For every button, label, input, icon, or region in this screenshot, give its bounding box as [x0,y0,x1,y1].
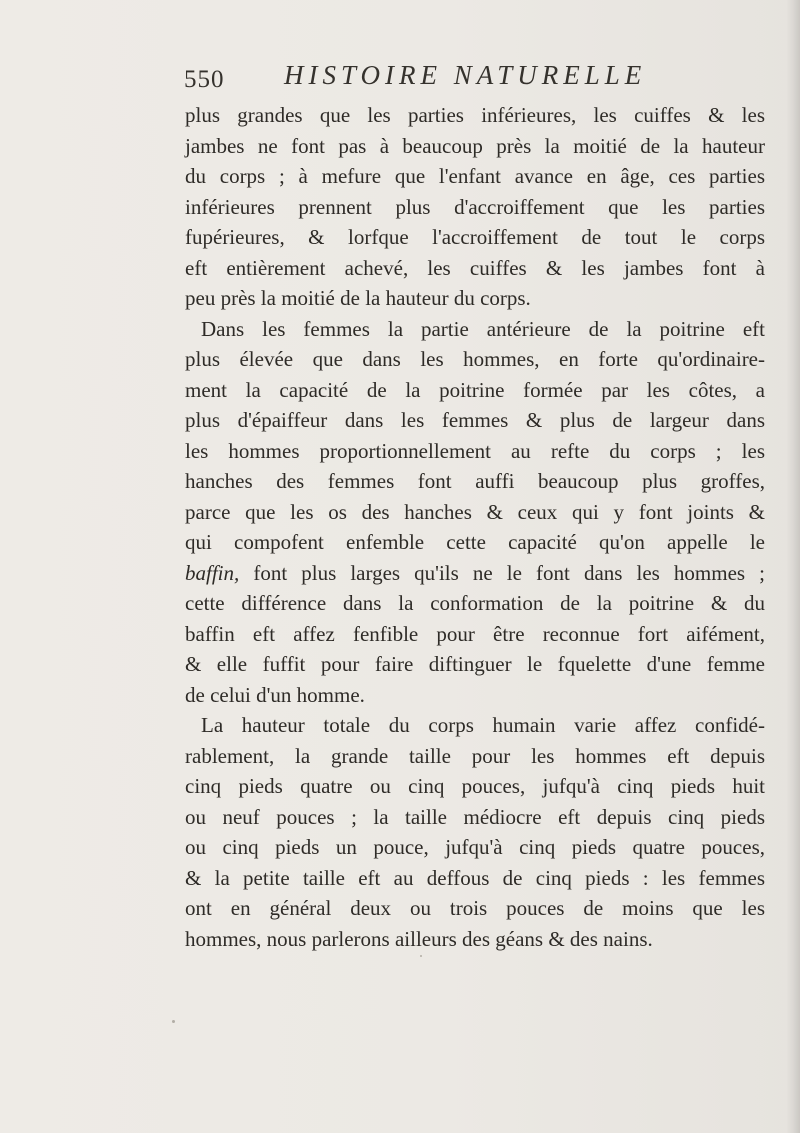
text-line-with-italic [185,558,765,589]
text-line: ont en général deux ou trois pouces de moins que les [185,896,765,920]
text-line: hommes, nous parlerons ailleurs des géans & des nains. [185,926,653,951]
paper-speck [172,1020,175,1023]
text-line: de celui d'un homme. [185,682,365,707]
text-line: du corps ; à mefure que l'enfant avance en âge, ces parties [185,164,765,188]
page-number: 550 [184,66,225,93]
text-line: baffin eft affez fenfible pour être reconnue fort aifément, [185,621,765,646]
running-title: HISTOIRE NATURELLE [284,60,647,90]
paper-speck [420,955,422,957]
text-line: eft entièrement achevé, les cuiffes & les jambes font à [185,255,765,280]
page-header [184,58,744,98]
text-line: cette différence dans la conformation de la poitrine & du [185,591,765,615]
text-line: plus élevée que dans les hommes, en forte qu'ordinaire- [185,347,765,371]
text-line: les hommes proportionnellement au refte du corps ; les [185,438,765,463]
page-edge-shadow [786,0,800,1133]
text-line: qui compofent enfemble cette capacité qu'on appelle le [185,530,765,554]
text-line: plus d'épaiffeur dans les femmes & plus de largeur dans [185,408,765,432]
body-text [185,100,765,954]
text-line: fupérieures, & lorfque l'accroiffement de tout le corps [185,225,765,249]
text-line: inférieures prennent plus d'accroiffement que les parties [185,194,765,219]
text-line: rablement, la grande taille pour les hommes eft depuis [185,743,765,768]
text-line: cinq pieds quatre ou cinq pouces, jufqu'à cinq pieds huit [185,774,765,798]
text-line: ou cinq pieds un pouce, jufqu'à cinq pieds quatre pouces, [185,835,765,859]
text-line-rest: font plus larges qu'ils ne le font dans les hommes ; [239,560,765,585]
text-line: plus grandes que les parties inférieures, les cuiffes & les [185,103,765,127]
text-line: jambes ne font pas à beaucoup près la moitié de la hauteur [185,133,765,158]
text-line: parce que les os des hanches & ceux qui y font joints & [185,499,765,524]
paragraph-start-line: La hauteur totale du corps humain varie affez confidé- [201,713,765,737]
text-line: hanches des femmes font auffi beaucoup plus groffes, [185,469,765,493]
text-line: ou neuf pouces ; la taille médiocre eft depuis cinq pieds [185,804,765,829]
text-line: peu près la moitié de la hauteur du corps. [185,286,531,310]
text-line: ment la capacité de la poitrine formée par les côtes, a [185,377,765,402]
italic-term: baffin, [185,560,240,585]
text-line: & la petite taille eft au deffous de cinq pieds : les femmes [185,865,765,890]
text-line: & elle fuffit pour faire diftinguer le fquelette d'une femme [185,652,765,676]
paragraph-start-line: Dans les femmes la partie antérieure de la poitrine eft [201,316,765,341]
